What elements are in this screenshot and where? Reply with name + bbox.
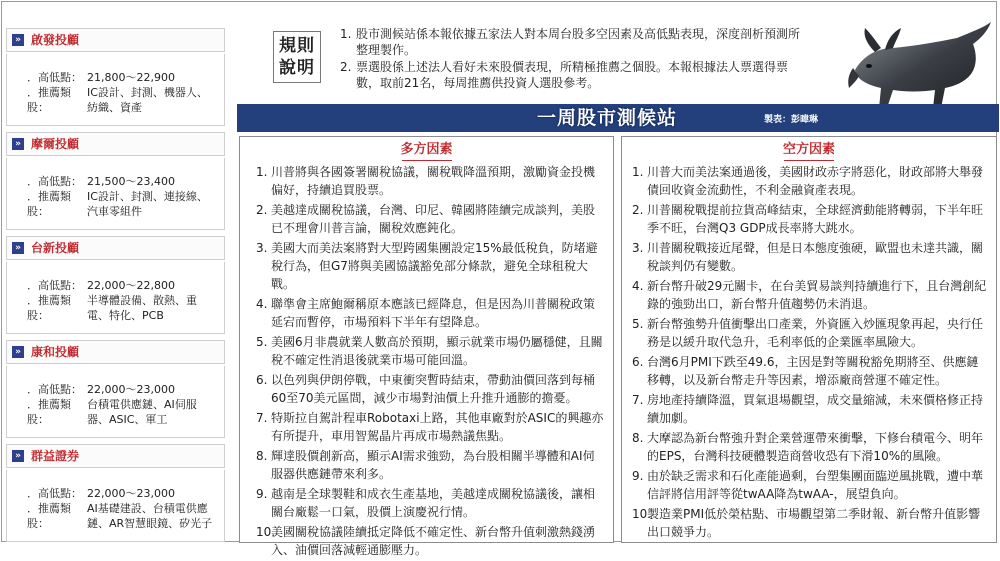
broker-header <box>6 444 225 468</box>
list-item: 5. 新台幣強勢升值衝擊出口產業，外資匯入炒匯現象再起，央行任務是以緩升取代急升，毛利率低的企業匯率風險大。 <box>632 317 984 349</box>
broker-picks: ．推薦類股：半導體設備、散熱、重電、特化、PCB <box>27 294 197 322</box>
rules-label: 規則 說明 <box>273 31 321 83</box>
broker-header <box>6 340 225 364</box>
bullish-list <box>256 163 605 561</box>
list-item: 7. 特斯拉自駕計程車Robotaxi上路，其他車廠對於ASIC的興趣亦有所提升，車用智駕晶片再成市場熱議焦點。 <box>256 411 604 443</box>
broker-details <box>6 262 225 334</box>
broker-range: ．高低點： 21,500～23,400 <box>27 175 175 188</box>
broker-details <box>6 470 225 542</box>
double-chevron-icon: » <box>12 346 24 358</box>
broker-name: 康和投顧 <box>31 345 80 359</box>
broker-picks: ．推薦類股：IC設計、封測、連接線、汽車零組件 <box>27 190 208 218</box>
double-chevron-icon: » <box>12 242 24 254</box>
broker-details <box>6 366 225 438</box>
list-item: 1. 川普大而美法案通過後，美國財政赤字將惡化，財政部將大舉發債回收資金流動性，不利金融資產表現。 <box>632 165 984 197</box>
list-item: 10. 美國關稅協議陸續抵定降低不確定性、新台幣升值刺激熱錢湧入、油價回落減輕通膨壓力。 <box>256 525 596 557</box>
broker-details <box>6 54 225 126</box>
list-item: 6. 台灣6月PMI下跌至49.6，主因是對等關稅豁免期將至、供應鏈移轉，以及新台幣走升等因素，增添廠商營運不確定性。 <box>632 355 979 387</box>
broker-details <box>6 158 225 230</box>
bearish-list <box>632 163 988 543</box>
rule-item: 2. 票選股係上述法人看好未來股價表現，所精極推薦之個股。本報根據法人票選得票數，取前21名，每周推薦供投資人選股參考。 <box>340 60 789 90</box>
broker-card <box>2 444 227 548</box>
broker-picks: ．推薦類股：AI基礎建設、台積電供應鏈、AR智慧眼鏡、矽光子 <box>27 502 213 530</box>
list-item: 2. 美越達成關稅協議，台灣、印尼、韓國將陸續完成談判，美股已不理會川普言論，關稅效應鈍化。 <box>256 203 596 235</box>
list-item: 8. 大摩認為新台幣強升對企業營運帶來衝擊，下修台積電今、明年的EPS，台灣科技硬體製造商營收恐有下滑10%的風險。 <box>632 431 984 463</box>
title-bar <box>237 104 999 132</box>
broker-card <box>2 340 227 444</box>
bull-statue-icon <box>845 8 995 118</box>
broker-name: 摩爾投顧 <box>31 137 80 151</box>
broker-picks: ．推薦類股：台積電供應鏈、AI伺服器、ASIC、軍工 <box>27 398 197 426</box>
broker-range: ．高低點： 22,000～23,000 <box>27 383 175 396</box>
broker-name: 啟發投顧 <box>31 33 80 47</box>
bearish-factors-panel <box>621 136 997 543</box>
broker-range: ．高低點： 21,800～22,900 <box>27 71 175 84</box>
broker-range: ．高低點： 22,000～23,000 <box>27 487 175 500</box>
double-chevron-icon: » <box>12 450 24 462</box>
double-chevron-icon: » <box>12 138 24 150</box>
bearish-title: 空方因素 <box>622 141 996 161</box>
list-item: 2. 川普關稅戰提前拉貨高峰結束，全球經濟動能將轉弱，下半年旺季不旺，台灣Q3 GDP成長率將大跳水。 <box>632 203 984 235</box>
rules-text <box>340 26 810 92</box>
broker-range: ．高低點： 22,000～22,800 <box>27 279 175 292</box>
broker-card <box>2 236 227 340</box>
broker-card <box>2 132 227 236</box>
broker-name: 台新投顧 <box>31 241 80 255</box>
bullish-factors-panel <box>239 136 614 557</box>
broker-header <box>6 132 225 156</box>
list-item: 9. 越南是全球製鞋和成衣生產基地，美越達成關稅協議後，讓相關台廠鬆一口氣，股價上演慶祝行情。 <box>256 487 596 519</box>
list-item: 9. 由於缺乏需求和石化產能過剩，台塑集團面臨逆風挑戰，遭中華信評將信用評等從twAA降為twAA-，展望負向。 <box>632 469 984 501</box>
broker-header <box>6 28 225 52</box>
list-item: 4. 聯準會主席鮑爾稱原本應該已經降息，但是因為川普關稅政策延宕而暫停，市場預料下半年有望降息。 <box>256 297 596 329</box>
double-chevron-icon: » <box>12 34 24 46</box>
bullish-title: 多方因素 <box>240 141 613 161</box>
list-item: 3. 美國大而美法案將對大型跨國集團設定15%最低稅負，防堵避稅行為，但G7將與美國協議豁免部分條款，避免全球租稅大戰。 <box>256 241 598 291</box>
broker-header <box>6 236 225 260</box>
list-item: 8. 輝達股價創新高，顯示AI需求強勁，為台股相關半導體和AI伺服器供應鏈帶來利多。 <box>256 449 595 481</box>
list-item: 7. 房地產持續降溫，買氣退場觀望，成交量縮減，未來價格修正持續加劇。 <box>632 393 984 425</box>
list-item: 10. 製造業PMI低於榮枯點、市場觀望第二季財報、新台幣升值影響出口競爭力。 <box>632 507 981 539</box>
list-item: 6. 以色列與伊朗停戰，中東衝突暫時結束，帶動油價回落到每桶60至70美元區間，減少市場對油價上升推升通膨的擔憂。 <box>256 373 596 405</box>
rule-item: 1. 股市測候站係本報依據五家法人對本周台股多空因素及高低點表現，深度剖析預測所整理製作。 <box>340 27 801 57</box>
broker-list <box>2 28 227 548</box>
credit-line: 製表：彭暐琳 <box>764 115 819 125</box>
broker-name: 群益證券 <box>31 449 80 463</box>
broker-picks: ．推薦類股：IC設計、封測、機器人、紡織、資產 <box>27 86 208 114</box>
broker-card <box>2 28 227 132</box>
list-item: 1. 川普將與各國簽署關稅協議，關稅戰降溫預期，激勵資金投機偏好，持續追買股票。 <box>256 165 596 197</box>
page-title: 一周股市測候站 <box>537 107 678 129</box>
list-item: 4. 新台幣升破29元關卡，在台美貿易談判持續進行下，且台灣創紀錄的強勁出口，新台幣升值趨勢仍未消退。 <box>632 279 987 311</box>
list-item: 3. 川普關稅戰接近尾聲，但是日本態度強硬，歐盟也未達共識，關稅談判仍有變數。 <box>632 241 984 273</box>
list-item: 5. 美國6月非農就業人數高於預期，顯示就業市場仍屬穩健，且關稅不確定性消退後就業市場可能回溫。 <box>256 335 603 367</box>
